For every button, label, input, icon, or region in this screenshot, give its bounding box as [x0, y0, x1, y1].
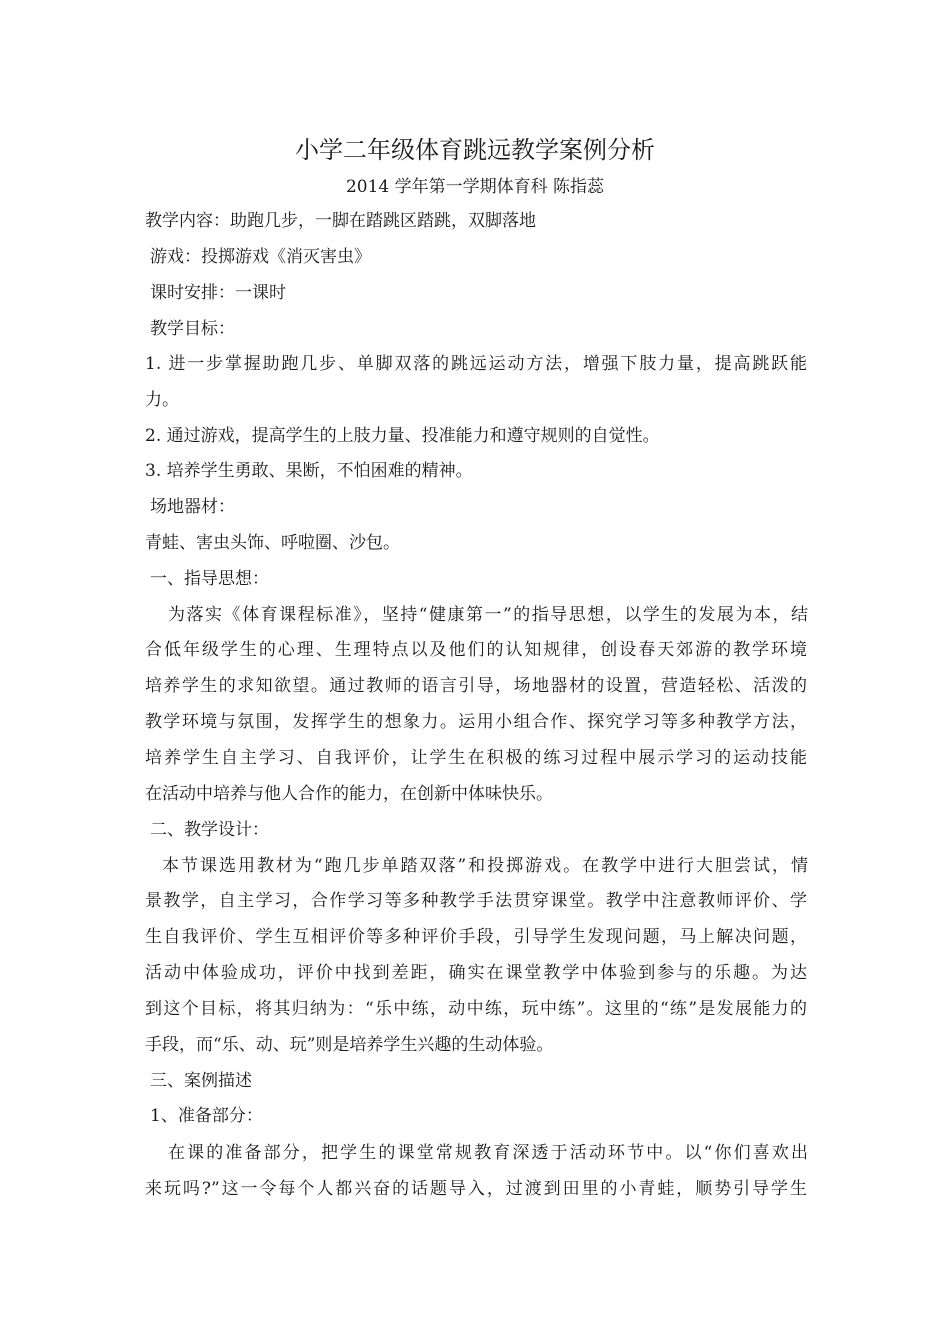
- paragraph-line: 景教学，自主学习，合作学习等多种教学手法贯穿课堂。教学中注意教师评价、学: [145, 891, 807, 911]
- paragraph-line: 在活动中培养与他人合作的能力，在创新中体味快乐。: [145, 784, 553, 804]
- paragraph-line: 培养学生的求知欲望。通过教师的语言引导，场地器材的设置，营造轻松、活泼的: [145, 676, 807, 696]
- paragraph-line: 活动中体验成功，评价中找到差距，确实在课堂教学中体验到参与的乐趣。为达: [145, 963, 807, 983]
- paragraph-line: 来玩吗?”这一令每个人都兴奋的话题导入，过渡到田里的小青蛙，顺势引导学生: [145, 1179, 807, 1199]
- line-venue-equipment: 场地器材：: [150, 497, 235, 517]
- paragraph-line: 本节课选用教材为“跑几步单踏双落”和投掷游戏。在教学中进行大胆尝试，情: [162, 856, 808, 876]
- section-heading-2: 二、教学设计：: [150, 820, 269, 840]
- goal-item-1: 1. 进一步掌握助跑几步、单脚双落的跳远运动方法，增强下肢力量，提高跳跃能: [145, 354, 807, 374]
- line-equipment-list: 青蛙、害虫头饰、呼啦圈、沙包。: [145, 533, 400, 553]
- paragraph-line: 合低年级学生的心理、生理特点以及他们的认知规律，创设春天郊游的教学环境: [145, 640, 807, 660]
- paragraph-line: 教学环境与氛围，发挥学生的想象力。运用小组合作、探究学习等多种教学方法，: [145, 712, 807, 732]
- subsection-heading-1: 1、准备部分：: [150, 1106, 263, 1126]
- line-teaching-content: 教学内容：助跑几步，一脚在踏跳区踏跳，双脚落地: [145, 211, 536, 231]
- paragraph-line: 到这个目标，将其归纳为：“乐中练，动中练，玩中练”。这里的“练”是发展能力的: [145, 999, 807, 1019]
- goal-item-1-cont: 力。: [145, 390, 179, 410]
- section-heading-1: 一、指导思想：: [150, 569, 269, 589]
- document-title: 小学二年级体育跳远教学案例分析: [295, 136, 655, 164]
- paragraph-line: 生自我评价、学生互相评价等多种评价手段，引导学生发现问题，马上解决问题，: [145, 927, 807, 947]
- goal-item-3: 3. 培养学生勇敢、果断，不怕困难的精神。: [145, 461, 473, 481]
- paragraph-line: 在课的准备部分，把学生的课堂常规教育深透于活动环节中。以“你们喜欢出: [168, 1143, 808, 1163]
- paragraph-line: 手段，而“乐、动、玩”则是培养学生兴趣的生动体验。: [145, 1035, 554, 1055]
- paragraph-line: 培养学生自主学习、自我评价，让学生在积极的练习过程中展示学习的运动技能: [145, 748, 807, 768]
- document-subtitle: 2014 学年第一学期体育科 陈指蕊: [345, 177, 605, 197]
- paragraph-line: 为落实《体育课程标准》，坚持“健康第一”的指导思想，以学生的发展为本，结: [168, 605, 808, 625]
- line-teaching-goals: 教学目标：: [150, 319, 235, 339]
- line-class-hours: 课时安排：一课时: [150, 283, 286, 303]
- goal-item-2: 2. 通过游戏，提高学生的上肢力量、投准能力和遵守规则的自觉性。: [145, 426, 660, 446]
- line-game: 游戏：投掷游戏《消灭害虫》: [150, 247, 371, 267]
- section-heading-3: 三、案例描述: [150, 1071, 252, 1091]
